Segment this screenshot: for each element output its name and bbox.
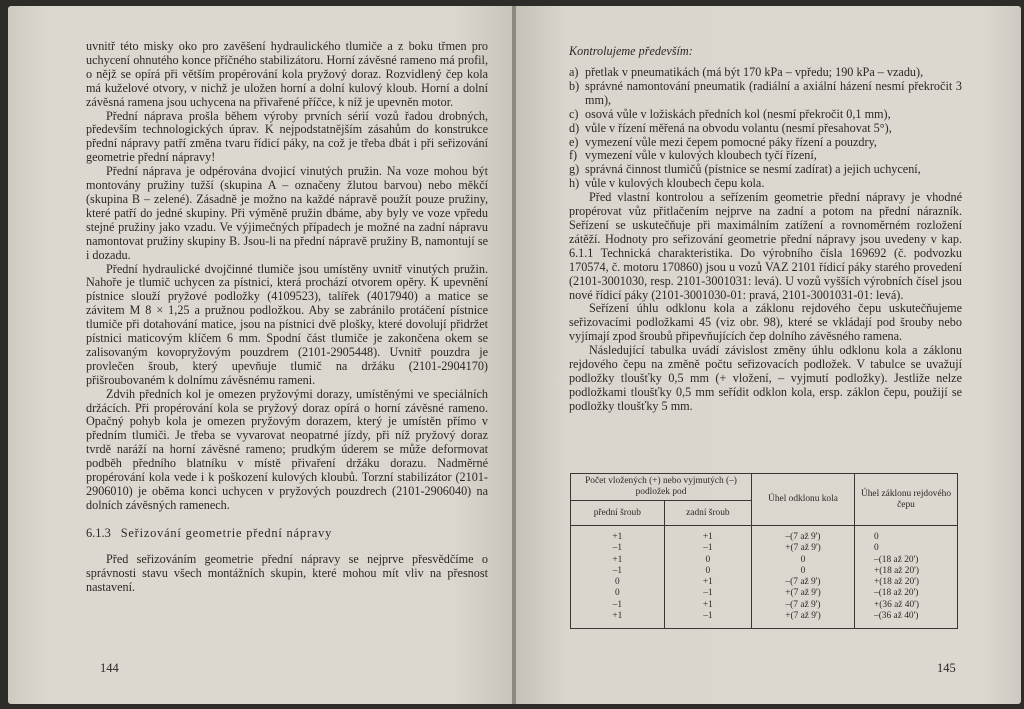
section-heading <box>86 527 488 541</box>
table-cell: 0 <box>800 565 806 576</box>
paragraph: Přední náprava je odpérována dvojicí vinutých pružin. Na voze mohou být montovány pružiny tužší (skupina A – označeny žlutou barvou) nebo měkčí (skupina B – zelené). Zásadně je možno na každé nápravě použít pouze pružiny, které patří do jedné skupiny. Při výměně pružin dbáme, aby byly ve voze vpředu stejné pružiny jako vzadu. Ve výjimečných případech je možné na zadní nápravu namontovat pružiny skupiny B. Jsou-li na přední nápravě pružiny B, namontují se i dozadu. <box>86 164 488 262</box>
shim-adjustment-table <box>570 473 958 629</box>
list-item: b) správné namontování pneumatik (radiální a axiální házení nesmí překročit 3 mm), <box>569 78 962 107</box>
paragraph: uvnitř této misky oko pro zavěšení hydraulického tlumiče a z boku třmen pro uchycení ohnutého konce příčného stabilizátoru. Horní závěsné rameno má profil, o nějž se opírá při větším propérování kola pryžový doraz. Rozvidlený čep kola má kuželové otvory, v nichž je uložen horní a dolní kulový kloub. Horní a dolní závěsná ramena jsou uchycena na přivařené příčce, k níž je upevněn motor. <box>86 39 488 109</box>
paragraph: Před vlastní kontrolou a seřízením geometrie přední nápravy je vhodné propérovat vůz přitlačením nejprve na zadní a potom na přední nárazník. Seřízení se uskutečňuje při maximálním zatížení a rovnoměrném rozložení zátěží. Hodnoty pro seřizování geometrie přední nápravy jsou uvedeny v kap. 6.1.1 Technická charakteristika. Do výrobního čísla 169692 (č. podvozku 170574, č. motoru 170860) jsou u vozů VAZ 2101 řídicí páky starého provedení (2101-3001030, resp. 2101-3001031: levá). U vozů vyšších výrobních čísel jsou nové řídicí páky (2101-3001030-01: pravá, 2101-3001031-01: levá). <box>569 190 962 302</box>
table-cell: –(7 až 9') <box>785 599 821 610</box>
table-cell: +(18 až 20') <box>874 565 919 576</box>
table-cell: –1 <box>703 588 713 599</box>
table-cell: +1 <box>612 611 623 622</box>
paragraph: Seřízení úhlu odklonu kola a záklonu rejdového čepu uskutečňujeme seřizovacími podložkami 45 (viz obr. 98), které se vkládají pod šrouby nebo vyjímají zpod šroubů připevňujících čep dolního závěsného ramena. <box>569 301 962 344</box>
table-cell: 0 <box>705 554 711 565</box>
table-column-rear <box>664 526 751 629</box>
left-page-body <box>86 40 488 594</box>
paragraph: Přední náprava prošla během výroby prvních sérií vozů řadou drobných, především technologických úprav. K nejpodstatnějším zásahům do konstrukce přední nápravy patří změna tvaru řídicí páky, na což je třeba dbát i při seřizování geometrie přední nápravy! <box>86 108 488 165</box>
table-cell: +1 <box>702 599 713 610</box>
paragraph: Přední hydraulické dvojčinné tlumiče jsou umístěny uvnitř vinutých pružin. Nahoře je tlumič uchycen za pístnici, která prochází otvorem opěry. K upevnění pístnice slouží pryžové podložky (4109523), talířek (4017940) a matice se závitem M 8 × 1,25 a pružnou podložkou. Aby se zabránilo protáčení pístnice tlumiče při dotahování matice, jsou na pístnici dvě plošky, které dovolují přidržet pístnici maticovým klíčem 6 mm. Spodní část tlumiče je zakončena okem se zalisovaným kovopryžovým pouzdrem (2101-2905448). Uvnitř pouzdra je provlečen šroub, který upevňuje tlumič na držáku (2101-2904170) přišroubovaném k dolnímu závěsnému rameni. <box>86 261 488 387</box>
list-item: d) vůle v řízení měřená na obvodu volantu (nesmí přesahovat 5°), <box>569 120 892 135</box>
table-header-rear: zadní šroub <box>664 501 751 526</box>
table-cell: +1 <box>612 554 623 565</box>
table-column-front <box>571 526 665 629</box>
table-cell: –(7 až 9') <box>785 577 821 588</box>
paragraph: Před seřizováním geometrie přední nápravy se nejprve přesvědčíme o správnosti stavu všech montážních skupin, které mohou mít vliv na přesnost nastavení. <box>86 551 488 594</box>
table-cell: +(7 až 9') <box>785 588 821 599</box>
table-cell: –(7 až 9') <box>785 532 821 542</box>
list-item: h) vůle v kulových kloubech čepu kola. <box>569 176 765 191</box>
table-cell: 0 <box>705 565 711 576</box>
page-number-left: 144 <box>100 661 119 675</box>
table-cell: –1 <box>612 599 623 610</box>
section-title: Seřizování geometrie přední nápravy <box>120 525 333 540</box>
table-cell: –1 <box>612 565 623 576</box>
table-column-caster <box>855 526 958 629</box>
table-cell: +1 <box>702 532 713 542</box>
table-cell: 0 <box>615 588 620 599</box>
table-cell: 0 <box>800 554 806 565</box>
paragraph: Zdvih předních kol je omezen pryžovými dorazy, umístěnými ve speciálních držácích. Při propérování kola se pryžový doraz opírá o horní závěsné rameno. Opačný pohyb kola je omezen pryžovým dorazem, který je umístěn přímo v předním tlumiči. Je třeba se vyvarovat neopatrné jízdy, při níž pryžový doraz tvrdě naráží na horní závěsné rameno; prudkým úderem se může deformovat podběh předního blatníku v místě přivaření držáku dorazu. Nadměrné propérování kola vede i k poškození kulových kloubů. Torzní stabilizátor (2101-2906010) je oběma konci uchycen v pryžových pouzdrech (2101-2906040) na dolních závěsných ramenech. <box>86 386 488 512</box>
table-cell: +(7 až 9') <box>785 611 821 622</box>
list-item: g) správná činnost tlumičů (pístnice se nesmí zadírat) a jejich uchycení, <box>569 162 921 177</box>
list-item: e) vymezení vůle mezi čepem pomocné páky řízení a pouzdry, <box>569 134 877 149</box>
table-cell: –1 <box>703 611 713 622</box>
table-cell: –1 <box>703 543 713 554</box>
table-cell: +(7 až 9') <box>785 543 821 554</box>
list-item: a) přetlak v pneumatikách (má být 170 kPa – vpředu; 190 kPa – vzadu), <box>569 65 924 79</box>
table-header-group: Počet vložených (+) nebo vyjmutých (–) podložek pod <box>571 474 752 501</box>
table-cell: +(18 až 20') <box>874 577 919 588</box>
table-column-camber <box>752 526 855 629</box>
section-number: 6.1.3 <box>86 525 111 540</box>
table-cell: +(36 až 40') <box>874 599 919 610</box>
table-cell: 0 <box>874 532 879 542</box>
list-item: f) vymezení vůle v kulových kloubech tyčí řízení, <box>569 148 817 163</box>
table-cell: –1 <box>612 543 623 554</box>
table-cell: –(18 až 20') <box>874 588 919 599</box>
checklist-intro: Kontrolujeme především: <box>569 44 693 58</box>
table-cell: –(36 až 40') <box>874 611 919 622</box>
page-number-right: 145 <box>937 661 956 675</box>
right-page-body <box>569 66 962 414</box>
list-item: c) osová vůle v ložiskách předních kol (nesmí překročit 0,1 mm), <box>569 106 891 121</box>
table-cell: +1 <box>702 577 713 588</box>
paragraph: Následující tabulka uvádí závislost změny úhlu odklonu kola a záklonu rejdového čepu na změně počtu seřizovacích podložek. V tabulce se uvažují podložky tloušťky 0,5 mm (+ vložení, – vyjmutí podložky). Jestliže nelze podložkami tloušťky 0,5 mm seřídit odklon kola, ersp. záklon čepu, použijí se podložky tloušťky 5 mm. <box>569 343 962 413</box>
table-header-caster: Úhel záklonu rejdového čepu <box>855 474 958 526</box>
table-header-camber: Úhel odklonu kola <box>752 474 855 526</box>
table-cell: 0 <box>615 577 620 588</box>
table-cell: 0 <box>874 543 879 554</box>
table-cell: +1 <box>612 532 623 542</box>
table-header-front: přední šroub <box>571 501 665 526</box>
table-cell: –(18 až 20') <box>874 554 919 565</box>
checklist <box>569 66 962 191</box>
